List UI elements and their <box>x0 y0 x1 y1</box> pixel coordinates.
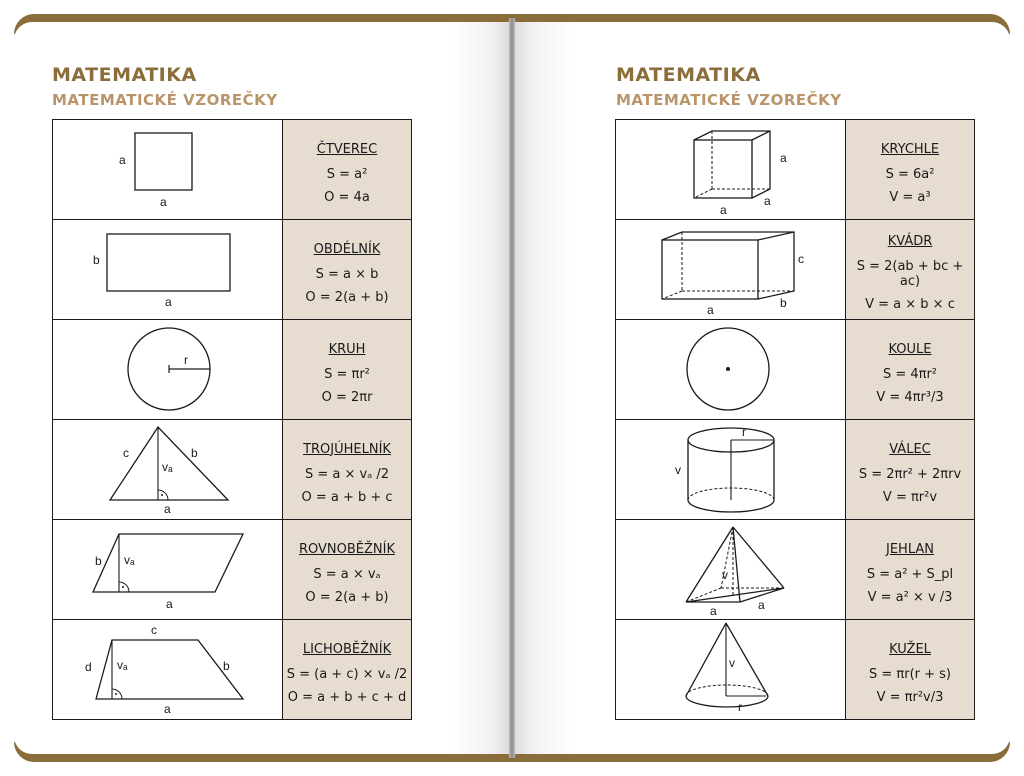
figure-cell <box>616 620 846 720</box>
parallelogram-height-label: vₐ <box>124 553 135 567</box>
area-formula: S = a × vₐ <box>313 566 381 582</box>
table-row <box>53 620 412 720</box>
figure-cell <box>53 220 283 320</box>
cone-figure <box>616 620 845 719</box>
circle-figure <box>53 320 282 419</box>
cylinder-radius-label: r <box>742 425 746 439</box>
shape-name: KOULE <box>888 341 932 357</box>
area-formula: S = a × vₐ /2 <box>304 466 390 482</box>
perimeter-formula: O = 2(a + b) <box>305 589 389 605</box>
trapezoid-a-label: a <box>164 702 171 716</box>
volume-formula: V = πr²v/3 <box>876 689 944 705</box>
page-subtitle-left: MATEMATICKÉ VZOREČKY <box>52 91 278 109</box>
cylinder-height-label: v <box>675 463 681 477</box>
table-row <box>616 520 975 620</box>
page-title-right: MATEMATIKA <box>616 64 761 86</box>
area-formula: S = a × b <box>315 266 379 282</box>
surface-formula: S = 2(ab + bc + ac) <box>856 259 964 289</box>
formula-cell <box>283 120 412 220</box>
triangle-c-label: c <box>123 446 129 460</box>
rectangle-figure <box>53 220 282 319</box>
figure-cell <box>616 420 846 520</box>
figure-cell <box>53 320 283 420</box>
circle-radius-label: r <box>184 353 188 367</box>
trapezoid-c-label: c <box>151 623 157 637</box>
square-side-label: a <box>119 153 126 167</box>
trapezoid-b-label: b <box>223 659 230 673</box>
shape-name: TROJÚHELNÍK <box>303 441 391 457</box>
pyramid-base-label-side: a <box>758 598 765 612</box>
figure-cell <box>53 620 283 720</box>
trapezoid-d-label: d <box>85 660 92 674</box>
shape-name: VÁLEC <box>889 441 931 457</box>
shape-name: KRYCHLE <box>880 141 940 157</box>
triangle-b-label: b <box>191 446 198 460</box>
volume-formula: V = 4πr³/3 <box>876 389 944 405</box>
surface-formula: S = a² + S_pl <box>866 566 954 582</box>
formula-cell <box>846 520 975 620</box>
table-row <box>53 420 412 520</box>
perimeter-formula: O = 2(a + b) <box>305 289 389 305</box>
triangle-a-label: a <box>164 502 171 516</box>
shape-name: ROVNOBĚŽNÍK <box>298 541 395 557</box>
pyramid-figure <box>616 520 845 619</box>
shape-name: ČTVEREC <box>316 141 378 157</box>
cube-width-label: a <box>720 203 727 217</box>
perimeter-formula: O = a + b + c <box>301 489 393 505</box>
volume-formula: V = a³ <box>889 189 931 205</box>
formula-table-right <box>615 119 975 720</box>
perimeter-formula: O = a + b + c + d <box>287 689 407 705</box>
figure-cell <box>616 320 846 420</box>
surface-formula: S = πr(r + s) <box>869 666 951 682</box>
trapezoid-height-label: vₐ <box>117 658 128 672</box>
rectangle-bottom-label: a <box>165 295 172 309</box>
volume-formula: V = a² × v /3 <box>867 589 953 605</box>
figure-cell <box>53 520 283 620</box>
page-subtitle-right: MATEMATICKÉ VZOREČKY <box>616 91 842 109</box>
formula-table-left <box>52 119 412 720</box>
surface-formula: S = 4πr² <box>882 366 938 382</box>
figure-cell <box>616 120 846 220</box>
formula-cell <box>283 520 412 620</box>
cuboid-c-label: c <box>798 252 804 266</box>
formula-cell <box>846 220 975 320</box>
table-row <box>616 320 975 420</box>
volume-formula: V = a × b × c <box>865 297 955 312</box>
cone-height-label: v <box>729 656 735 670</box>
table-row <box>53 120 412 220</box>
table-row <box>616 120 975 220</box>
table-row <box>53 520 412 620</box>
table-row <box>616 620 975 720</box>
formula-cell <box>283 320 412 420</box>
book-gutter <box>509 18 515 758</box>
formula-cell <box>846 420 975 520</box>
volume-formula: V = πr²v <box>882 489 938 505</box>
pyramid-base-label-front: a <box>710 604 717 618</box>
parallelogram-figure <box>53 520 282 619</box>
shape-name: KRUH <box>328 341 366 357</box>
shape-name: KUŽEL <box>889 641 931 657</box>
pyramid-height-label: v <box>722 568 728 582</box>
figure-cell <box>53 420 283 520</box>
figure-cell <box>53 120 283 220</box>
table-row <box>616 420 975 520</box>
sphere-figure <box>616 320 845 419</box>
parallelogram-b-label: b <box>95 554 102 568</box>
trapezoid-figure <box>53 620 282 719</box>
figure-cell <box>616 520 846 620</box>
table-row <box>53 320 412 420</box>
shape-name: LICHOBĚŽNÍK <box>302 641 392 657</box>
table-row <box>616 220 975 320</box>
cuboid-b-label: b <box>780 296 787 310</box>
square-bottom-label: a <box>160 195 167 209</box>
shape-name: JEHLAN <box>886 541 934 557</box>
cuboid-figure <box>616 220 845 319</box>
parallelogram-a-label: a <box>166 597 173 611</box>
area-formula: S = (a + c) × vₐ /2 <box>286 666 408 682</box>
area-formula: S = πr² <box>324 366 370 382</box>
shape-name: OBDÉLNÍK <box>313 241 381 257</box>
cube-figure <box>616 120 845 219</box>
perimeter-formula: O = 2πr <box>321 389 373 405</box>
surface-formula: S = 6a² <box>885 166 935 182</box>
square-figure <box>53 120 282 219</box>
cube-depth-label: a <box>764 194 771 208</box>
formula-cell <box>846 620 975 720</box>
page-title-left: MATEMATIKA <box>52 64 197 86</box>
table-row <box>53 220 412 320</box>
formula-cell <box>283 620 412 720</box>
cone-radius-label: r <box>738 700 742 714</box>
triangle-figure <box>53 420 282 519</box>
triangle-height-label: vₐ <box>162 460 173 474</box>
cylinder-figure <box>616 420 845 519</box>
figure-cell <box>616 220 846 320</box>
area-formula: S = a² <box>326 166 368 182</box>
cube-height-label: a <box>780 151 787 165</box>
surface-formula: S = 2πr² + 2πrv <box>858 466 962 482</box>
shape-name: KVÁDR <box>887 234 933 249</box>
perimeter-formula: O = 4a <box>324 189 370 205</box>
formula-cell <box>283 420 412 520</box>
rectangle-side-label: b <box>93 253 100 267</box>
formula-cell <box>846 120 975 220</box>
cuboid-a-label: a <box>707 303 714 317</box>
formula-cell <box>846 320 975 420</box>
formula-cell <box>283 220 412 320</box>
